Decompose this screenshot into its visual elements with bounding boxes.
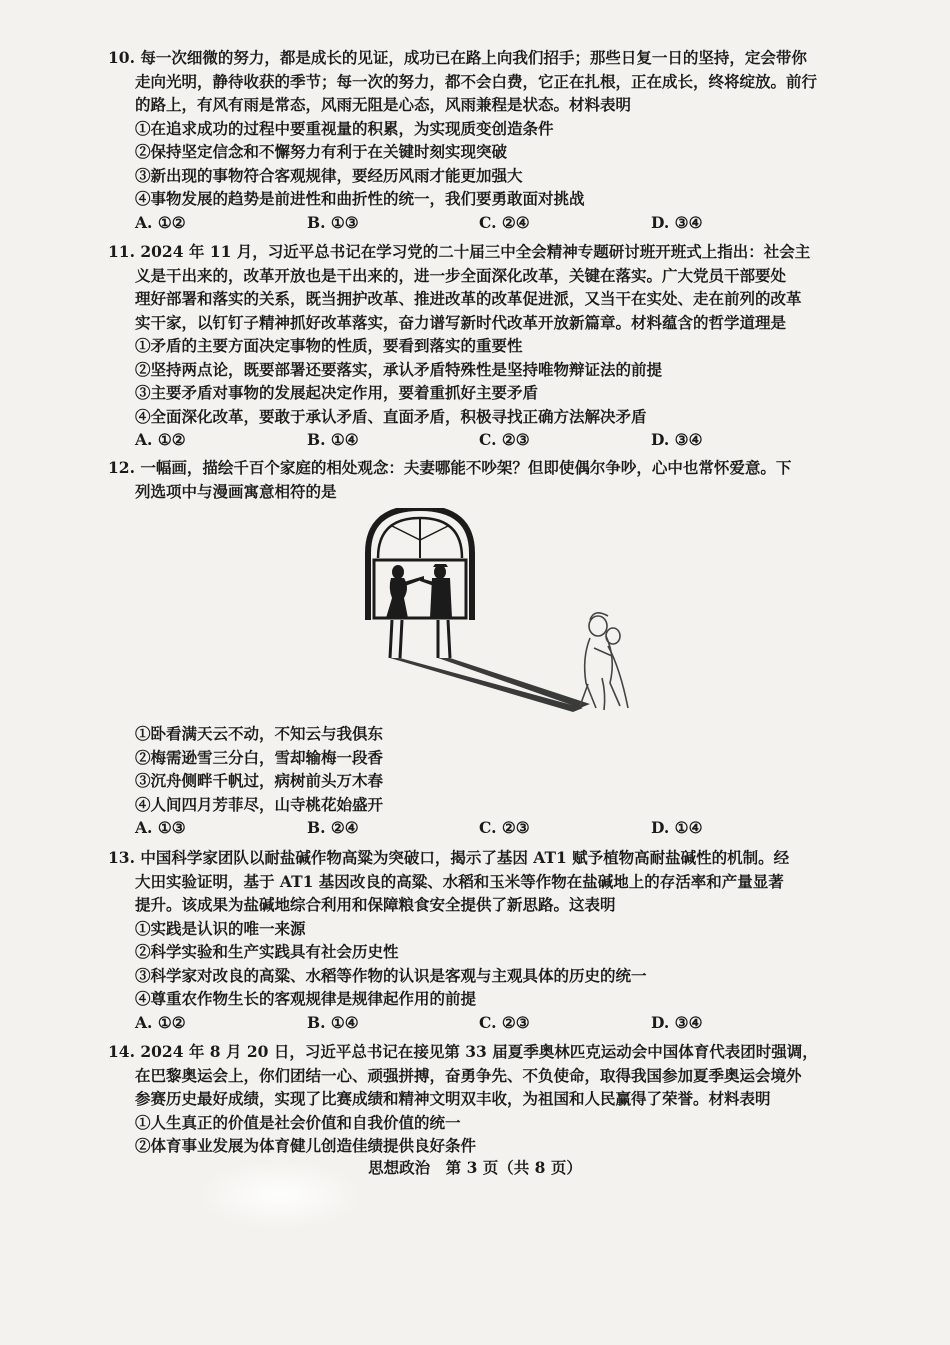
cartoon-illustration <box>358 508 648 718</box>
q12-stem-line-1: 12. 一幅画，描绘千百个家庭的相处观念：夫妻哪能不吵架？但即使偶尔争吵，心中也常怀爱意。下 <box>108 458 792 477</box>
q13-stem-line-2: 大田实验证明，基于 AT1 基因改良的高粱、水稻和玉米等作物在盐碱地上的存活率和产量显著 <box>135 871 784 891</box>
q11-stem-line-2: 义是干出来的，改革开放也是干出来的，进一步全面深化改革，关键在落实。广大党员干部要处 <box>135 265 787 285</box>
q10-option-d[interactable]: D. ③④ <box>651 212 703 232</box>
q12-option-a[interactable]: A. ①③ <box>135 818 186 837</box>
q13-item-2: ②科学实验和生产实践具有社会历史性 <box>135 942 399 961</box>
q10-item-4: ④事物发展的趋势是前进性和曲折性的统一，我们要勇敢面对挑战 <box>135 189 585 208</box>
q10-stem-line-3: 的路上，有风有雨是常态，风雨无阻是心态，风雨兼程是状态。材料表明 <box>135 95 632 114</box>
q12-item-2: ②梅需逊雪三分白，雪却输梅一段香 <box>135 747 384 767</box>
q11-item-1: ①矛盾的主要方面决定事物的性质，要看到落实的重要性 <box>135 336 523 355</box>
q11-option-c[interactable]: C. ②③ <box>479 430 530 449</box>
q10-item-2: ②保持坚定信念和不懈努力有利于在关键时刻实现突破 <box>135 142 508 161</box>
q11-stem-line-1: 11. 2024 年 11 月，习近平总书记在学习党的二十届三中全会精神专题研讨班开班式上指出：社会主 <box>108 242 811 261</box>
q11-item-3: ③主要矛盾对事物的发展起决定作用，要着重抓好主要矛盾 <box>135 383 539 402</box>
q13-item-1: ①实践是认识的唯一来源 <box>135 918 306 938</box>
q13-options <box>108 1011 868 1035</box>
q13-item-3: ③科学家对改良的高粱、水稻等作物的认识是客观与主观具体的历史的统一 <box>135 965 647 985</box>
q11-stem-line-4: 实干家，以钉钉子精神抓好改革落实，奋力谱写新时代改革开放新篇章。材料蕴含的哲学道理是 <box>135 312 787 332</box>
q10-option-c[interactable]: C. ②④ <box>479 212 530 232</box>
q13-item-4: ④尊重农作物生长的客观规律是规律起作用的前提 <box>135 989 477 1008</box>
q14-item-2: ②体育事业发展为体育健儿创造佳绩提供良好条件 <box>135 1136 477 1155</box>
q11-option-b[interactable]: B. ①④ <box>307 430 359 449</box>
q12-stem-line-2: 列选项中与漫画寓意相符的是 <box>135 481 337 501</box>
q13-option-a[interactable]: A. ①② <box>135 1012 186 1032</box>
q10-item-1: ①在追求成功的过程中要重视量的积累，为实现质变创造条件 <box>135 118 554 138</box>
q12-option-c[interactable]: C. ②③ <box>479 818 530 837</box>
q12-item-1: ①卧看满天云不动，不知云与我俱东 <box>135 724 384 743</box>
q12-option-d[interactable]: D. ①④ <box>651 818 703 837</box>
q13-option-c[interactable]: C. ②③ <box>479 1012 530 1032</box>
q11-item-4: ④全面深化改革，要敢于承认矛盾、直面矛盾，积极寻找正确方法解决矛盾 <box>135 406 647 426</box>
q11-option-d[interactable]: D. ③④ <box>651 430 703 449</box>
question-14 <box>108 1040 868 1158</box>
q10-stem-line-1: 10. 每一次细微的努力，都是成长的见证，成功已在路上向我们招手；那些日复一日的坚持，定会带你 <box>108 48 807 67</box>
q12-item-3: ③沉舟侧畔千帆过，病树前头万木春 <box>135 771 384 790</box>
question-13 <box>108 846 868 1034</box>
q11-stem-line-3: 理好部署和落实的关系，既当拥护改革、推进改革的改革促进派，又当干在实处、走在前列的改革 <box>135 289 802 308</box>
q14-stem-line-3: 参赛历史最好成绩，实现了比赛成绩和精神文明双丰收，为祖国和人民赢得了荣誉。材料表明 <box>135 1089 771 1108</box>
q13-option-d[interactable]: D. ③④ <box>651 1012 703 1032</box>
q13-stem-line-3: 提升。该成果为盐碱地综合利用和保障粮食安全提供了新思路。这表明 <box>135 895 616 914</box>
embracing-couple-sketch <box>580 613 628 710</box>
question-12-choices <box>108 722 868 840</box>
question-10 <box>108 46 868 234</box>
q12-option-b[interactable]: B. ②④ <box>307 818 359 837</box>
q11-item-2: ②坚持两点论，既要部署还要落实，承认矛盾特殊性是坚持唯物辩证法的前提 <box>135 359 663 379</box>
q14-stem-line-1: 14. 2024 年 8 月 20 日，习近平总书记在接见第 33 届夏季奥林匹克运动会中国体育代表团时强调， <box>108 1042 818 1061</box>
question-11 <box>108 240 868 452</box>
q11-option-a[interactable]: A. ①② <box>135 430 186 449</box>
page-footer: 思想政治 第 3 页（共 8 页） <box>368 1158 582 1177</box>
q14-stem-line-2: 在巴黎奥运会上，你们团结一心、顽强拼搏，奋勇争先、不负使命，取得我国参加夏季奥运会境外 <box>135 1065 802 1085</box>
shadow-bands <box>390 658 590 712</box>
q12-item-4: ④人间四月芳菲尽，山寺桃花始盛开 <box>135 794 384 814</box>
q10-options <box>108 211 868 235</box>
q10-stem-line-2: 走向光明，静待收获的季节；每一次的努力，都不会白费，它正在扎根，正在成长，终将绽放。前行 <box>135 71 818 91</box>
q10-option-a[interactable]: A. ①② <box>135 212 186 232</box>
q13-option-b[interactable]: B. ①④ <box>307 1012 359 1032</box>
q10-item-3: ③新出现的事物符合客观规律，要经历风雨才能更加强大 <box>135 165 523 185</box>
q11-options <box>108 428 868 452</box>
q10-option-b[interactable]: B. ①③ <box>307 212 359 232</box>
silhouette-legs <box>390 620 450 658</box>
q14-item-1: ①人生真正的价值是社会价值和自我价值的统一 <box>135 1112 461 1132</box>
question-12 <box>108 456 868 503</box>
window-pane <box>374 560 466 618</box>
q12-options <box>108 816 868 840</box>
q13-stem-line-1: 13. 中国科学家团队以耐盐碱作物高粱为突破口，揭示了基因 AT1 赋予植物高耐盐碱性的机制。经 <box>108 848 790 867</box>
